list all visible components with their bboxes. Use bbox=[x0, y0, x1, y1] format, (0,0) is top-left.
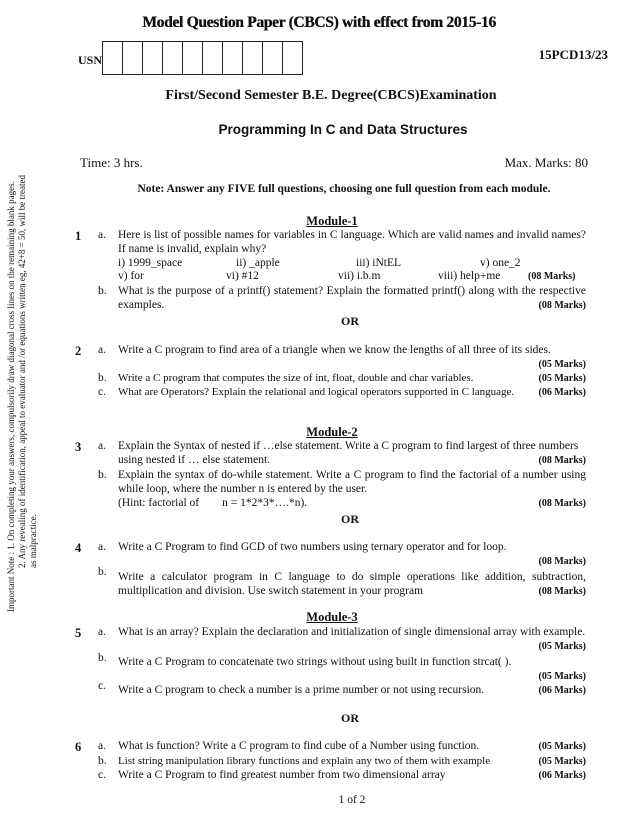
part-label: b. bbox=[98, 469, 107, 481]
marks: (06 Marks) bbox=[538, 770, 586, 781]
part-label: b. bbox=[98, 652, 107, 664]
question-number-3: 3 bbox=[75, 440, 82, 454]
subject-title: Programming In C and Data Structures bbox=[218, 122, 468, 137]
question-text: Write a C Program to find GCD of two numbers using ternary operator and for loop. bbox=[118, 541, 507, 553]
question-text: What are Operators? Explain the relational and logical operators supported in C language. bbox=[118, 386, 515, 398]
marks: (05 Marks) bbox=[538, 640, 586, 652]
question-4a bbox=[118, 541, 586, 569]
or-separator: OR bbox=[341, 314, 359, 328]
options-row-1 bbox=[118, 257, 586, 271]
max-marks-label: Max. Marks: 80 bbox=[504, 155, 588, 170]
usn-box bbox=[142, 41, 163, 75]
question-2c bbox=[118, 386, 586, 400]
question-text: What is an array? Explain the declaration and initialization of single dimensional array with example. bbox=[118, 626, 586, 638]
option: viii) help+me bbox=[438, 270, 501, 283]
or-separator: OR bbox=[341, 711, 359, 725]
exam-name: First/Second Semester B.E. Degree(CBCS)Examination bbox=[165, 88, 497, 103]
marks: (05 Marks) bbox=[538, 373, 586, 384]
part-label: a. bbox=[98, 229, 106, 241]
marks: (05 Marks) bbox=[538, 670, 586, 682]
question-text: Explain the Syntax of nested if …else statement. Write a C program to find largest of three numbers using nested if … else statement. bbox=[118, 440, 579, 466]
usn-boxes bbox=[103, 41, 303, 75]
part-label: a. bbox=[98, 626, 106, 638]
marks: (06 Marks) bbox=[538, 685, 586, 696]
paper-title: Model Question Paper (CBCS) with effect from 2015-16 bbox=[142, 14, 496, 31]
question-number-2: 2 bbox=[75, 344, 82, 358]
marks: (06 Marks) bbox=[538, 387, 586, 398]
instructions-note: Note: Answer any FIVE full questions, choosing one full question from each module. bbox=[137, 183, 551, 195]
option: vii) i.b.m bbox=[338, 270, 381, 283]
option: ii) _apple bbox=[236, 256, 280, 269]
option: vi) #12 bbox=[226, 270, 259, 283]
part-label: a. bbox=[98, 344, 106, 356]
part-label: a. bbox=[98, 440, 106, 452]
options-row-2 bbox=[118, 270, 586, 284]
question-text: Write a C Program to concatenate two strings without using built in function strcat( ). bbox=[118, 656, 512, 668]
question-6b bbox=[118, 755, 586, 769]
option: i) 1999_space bbox=[118, 256, 183, 269]
usn-box bbox=[262, 41, 283, 75]
option: v) for bbox=[118, 270, 144, 283]
question-text: What is function? Write a C program to find cube of a Number using function. bbox=[118, 740, 480, 752]
part-label: c. bbox=[98, 769, 106, 781]
part-label: c. bbox=[98, 680, 106, 692]
usn-label: USN bbox=[78, 53, 103, 67]
question-1a bbox=[118, 229, 586, 284]
question-1b bbox=[118, 285, 586, 313]
question-3b bbox=[118, 469, 586, 510]
part-label: c. bbox=[98, 386, 106, 398]
course-code: 15PCD13/23 bbox=[538, 47, 608, 62]
question-number-6: 6 bbox=[75, 740, 82, 754]
question-hint bbox=[118, 497, 586, 511]
question-5a bbox=[118, 626, 586, 654]
usn-box bbox=[282, 41, 303, 75]
question-4b bbox=[118, 571, 586, 599]
side-important-note bbox=[6, 172, 39, 612]
question-3a bbox=[118, 440, 586, 468]
usn-box bbox=[102, 41, 123, 75]
question-text: Write a C program to find area of a triangle when we know the lengths of all three of its sides. bbox=[118, 344, 551, 356]
usn-box bbox=[242, 41, 263, 75]
question-text: Write a C Program to find greatest number from two dimensional array bbox=[118, 769, 446, 781]
marks: (08 Marks) bbox=[538, 555, 586, 567]
question-text: What is the purpose of a printf() statement? Explain the formatted printf() along with the respective examples. bbox=[118, 285, 586, 311]
question-2a bbox=[118, 344, 586, 372]
marks: (05 Marks) bbox=[538, 756, 586, 767]
question-text: Explain the syntax of do-while statement. Write a C program to find the factorial of a number using while loop, where the number n is entered by the user. bbox=[118, 469, 586, 495]
part-label: b. bbox=[98, 566, 107, 578]
part-label: a. bbox=[98, 740, 106, 752]
question-2b bbox=[118, 372, 586, 386]
usn-box bbox=[182, 41, 203, 75]
hint-text: (Hint: factorial of n = 1*2*3*….*n). bbox=[118, 496, 308, 509]
or-separator: OR bbox=[341, 512, 359, 526]
question-text: Here is list of possible names for variables in C language. Which are valid names and invalid names? If name is invalid, explain why? bbox=[118, 229, 586, 255]
usn-box bbox=[202, 41, 223, 75]
question-number-5: 5 bbox=[75, 626, 82, 640]
question-6a bbox=[118, 740, 586, 754]
module-2-heading: Module-2 bbox=[306, 425, 358, 439]
part-label: b. bbox=[98, 755, 107, 767]
usn-box bbox=[122, 41, 143, 75]
side-note-line-1: Important Note : 1. On completing your answers, compulsorily draw diagonal cross lines on the remaining blank pages. bbox=[6, 181, 16, 612]
usn-box bbox=[162, 41, 183, 75]
marks-row bbox=[118, 670, 586, 684]
marks: (08 Marks) bbox=[538, 497, 586, 509]
page-number: 1 of 2 bbox=[338, 794, 366, 806]
question-text: Write a C program that computes the size of int, float, double and char variables. bbox=[118, 372, 474, 384]
module-1-heading: Module-1 bbox=[306, 214, 358, 228]
marks-row bbox=[118, 555, 586, 569]
question-text: Write a calculator program in C language to do simple operations like addition, subtraction, multiplication and division. Use switch statement in your program bbox=[118, 571, 586, 597]
question-number-4: 4 bbox=[75, 541, 82, 555]
marks: (05 Marks) bbox=[538, 741, 586, 752]
marks: (05 Marks) bbox=[538, 358, 586, 370]
question-5c bbox=[118, 684, 586, 698]
question-5b bbox=[118, 656, 586, 684]
marks: (08 Marks) bbox=[538, 299, 586, 311]
question-6c bbox=[118, 769, 586, 783]
marks: (08 Marks) bbox=[538, 454, 586, 466]
question-number-1: 1 bbox=[75, 229, 82, 243]
marks: (08 Marks) bbox=[538, 585, 586, 597]
option: iii) iNtEL bbox=[356, 256, 402, 269]
part-label: b. bbox=[98, 285, 107, 297]
part-label: a. bbox=[98, 541, 106, 553]
time-label: Time: 3 hrs. bbox=[80, 155, 143, 170]
part-label: b. bbox=[98, 372, 107, 384]
side-note-line-2: 2. Any revealing of identification, appeal to evaluator and /or equations written eg, 42+8 = 50, will be treated as malpractice. bbox=[17, 174, 38, 568]
question-text: Write a C program to check a number is a prime number or not using recursion. bbox=[118, 684, 485, 696]
question-text: List string manipulation library functions and explain any two of them with example bbox=[118, 755, 491, 767]
module-3-heading: Module-3 bbox=[306, 610, 358, 624]
marks: (08 Marks) bbox=[528, 271, 576, 283]
usn-box bbox=[222, 41, 243, 75]
option: v) one_2 bbox=[480, 256, 521, 269]
